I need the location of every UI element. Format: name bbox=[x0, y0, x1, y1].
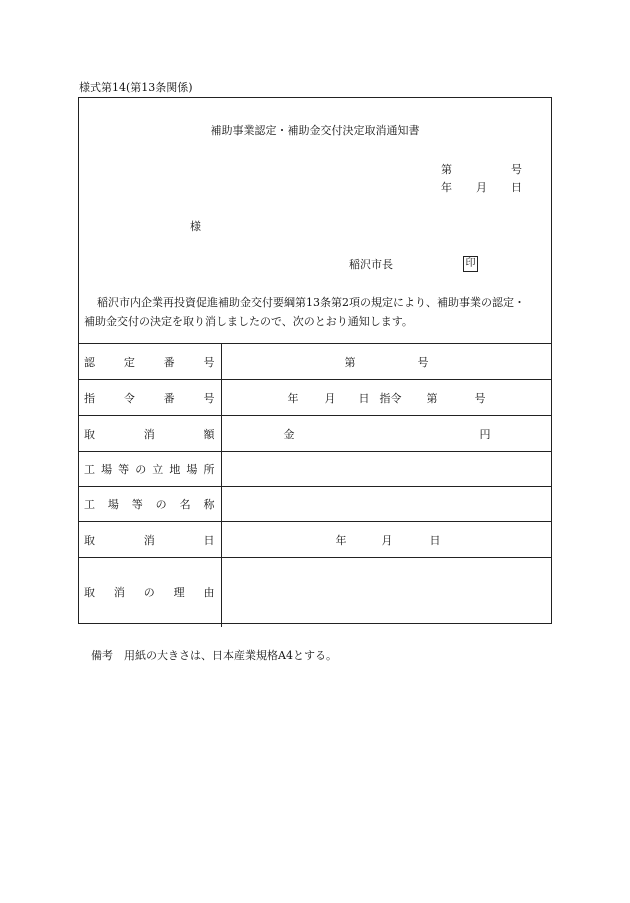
row-value bbox=[221, 558, 552, 627]
label-char: 消 bbox=[143, 533, 155, 547]
label-char: 消 bbox=[113, 586, 125, 600]
table-row bbox=[78, 558, 552, 627]
label-char: の bbox=[155, 498, 167, 511]
label-char: 令 bbox=[123, 391, 135, 405]
value-text: 円 bbox=[479, 427, 491, 441]
table-row bbox=[78, 452, 552, 487]
table-row bbox=[78, 416, 552, 452]
label-char: 立 bbox=[152, 463, 164, 476]
row-label bbox=[78, 558, 221, 627]
row-value bbox=[221, 344, 552, 380]
label-chars bbox=[84, 532, 215, 548]
label-char: 等 bbox=[131, 498, 143, 511]
value-text: 年 bbox=[287, 391, 299, 405]
value-text: 月 bbox=[324, 391, 336, 405]
value-area bbox=[222, 522, 553, 557]
label-char: 地 bbox=[169, 463, 181, 476]
label-char: 番 bbox=[163, 391, 175, 405]
row-value bbox=[221, 487, 552, 522]
label-char: 場 bbox=[186, 463, 198, 476]
label-char: 名 bbox=[179, 498, 191, 511]
value-text: 日 bbox=[358, 391, 370, 405]
value-text: 金 bbox=[283, 427, 295, 441]
value-text: 第 bbox=[344, 355, 356, 369]
label-chars bbox=[84, 584, 215, 600]
label-char: 消 bbox=[143, 427, 155, 441]
label-chars bbox=[84, 426, 215, 442]
value-text: 月 bbox=[381, 533, 393, 547]
label-chars bbox=[84, 390, 215, 406]
row-label bbox=[78, 416, 221, 452]
label-char: 号 bbox=[203, 355, 215, 369]
row-value bbox=[221, 522, 552, 558]
remarks-note: 備考 用紙の大きさは、日本産業規格A4とする。 bbox=[91, 649, 337, 662]
label-char: 工 bbox=[84, 498, 95, 511]
table-row bbox=[78, 487, 552, 522]
date-year: 年 bbox=[441, 181, 452, 194]
label-chars bbox=[84, 461, 215, 477]
notice-number-line bbox=[441, 163, 522, 177]
label-char: 場 bbox=[101, 463, 113, 476]
number-prefix: 第 bbox=[441, 163, 452, 176]
table-row bbox=[78, 522, 552, 558]
row-label bbox=[78, 452, 221, 487]
label-char: 等 bbox=[118, 463, 130, 476]
label-char: の bbox=[135, 463, 147, 476]
row-label bbox=[78, 522, 221, 558]
value-area bbox=[222, 344, 553, 379]
label-char: 額 bbox=[203, 427, 215, 441]
value-text: 年 bbox=[335, 533, 347, 547]
value-text: 第 bbox=[426, 391, 438, 405]
row-label bbox=[78, 344, 221, 380]
details-table bbox=[78, 343, 552, 627]
value-text: 号 bbox=[417, 355, 429, 369]
label-char: 取 bbox=[84, 427, 95, 441]
form-number-label: 様式第14(第13条関係) bbox=[79, 81, 193, 94]
table-row bbox=[78, 344, 552, 380]
seal-mark: 印 bbox=[463, 256, 478, 272]
value-text: 日 bbox=[429, 533, 441, 547]
document-title: 補助事業認定・補助金交付決定取消通知書 bbox=[210, 124, 420, 137]
label-char: 認 bbox=[84, 355, 95, 369]
label-chars bbox=[84, 496, 215, 512]
label-chars bbox=[84, 354, 215, 370]
date-month: 月 bbox=[476, 181, 487, 194]
addressee-honorific: 様 bbox=[190, 220, 201, 233]
label-char: 取 bbox=[84, 533, 95, 547]
label-char: 理 bbox=[173, 586, 185, 600]
issuer-name: 稲沢市長 bbox=[349, 258, 393, 271]
row-label bbox=[78, 380, 221, 416]
table-row bbox=[78, 380, 552, 416]
notice-date-line bbox=[441, 181, 522, 195]
notice-body bbox=[84, 293, 546, 331]
label-char: 号 bbox=[203, 391, 215, 405]
label-char: 所 bbox=[203, 463, 215, 476]
label-char: 由 bbox=[203, 586, 215, 600]
label-char: 日 bbox=[203, 533, 215, 547]
row-label bbox=[78, 487, 221, 522]
value-area bbox=[222, 380, 553, 415]
label-char: 番 bbox=[163, 355, 175, 369]
label-char: 指 bbox=[84, 391, 95, 405]
number-suffix: 号 bbox=[511, 163, 522, 176]
value-text: 指令 bbox=[379, 391, 402, 405]
value-area bbox=[222, 416, 553, 451]
label-char: 場 bbox=[107, 498, 119, 511]
row-value bbox=[221, 380, 552, 416]
label-char: 定 bbox=[123, 355, 135, 369]
date-day: 日 bbox=[511, 181, 522, 194]
label-char: 取 bbox=[84, 586, 95, 600]
value-text: 号 bbox=[474, 391, 486, 405]
label-char: 工 bbox=[84, 463, 95, 476]
label-char: の bbox=[143, 586, 155, 600]
row-value bbox=[221, 452, 552, 487]
label-char: 称 bbox=[203, 498, 215, 511]
row-value bbox=[221, 416, 552, 452]
body-line-1: 稲沢市内企業再投資促進補助金交付要綱第13条第2項の規定により、補助事業の認定・ bbox=[97, 296, 525, 309]
body-line-2: 補助金交付の決定を取り消しましたので、次のとおり通知します。 bbox=[84, 315, 413, 328]
